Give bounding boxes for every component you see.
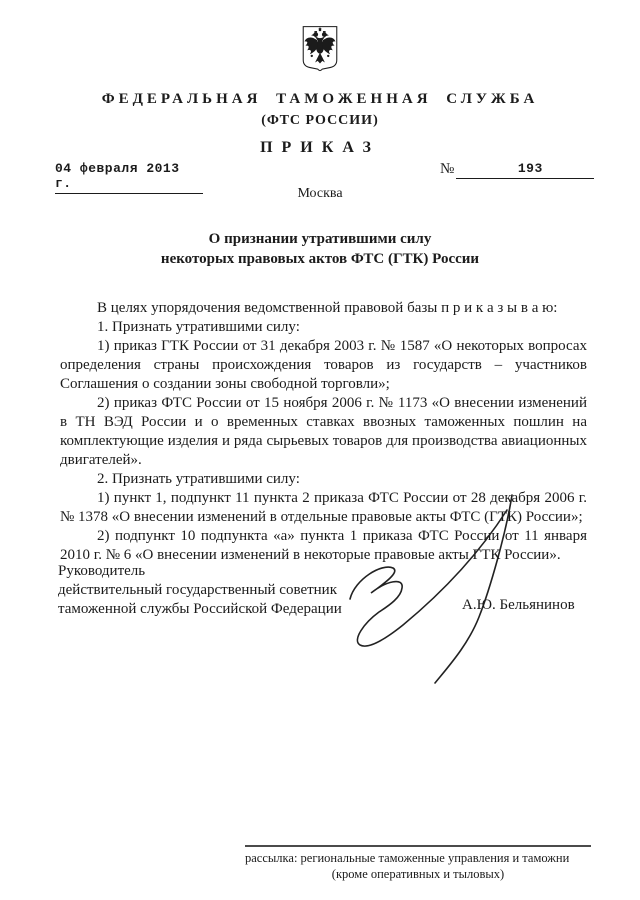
organization-abbreviation: (ФТС РОССИИ) [261, 113, 379, 128]
organization-name: ФЕДЕРАЛЬНАЯ ТАМОЖЕННАЯ СЛУЖБА [101, 91, 539, 107]
body-paragraph: 1) пункт 1, подпункт 11 пункта 2 приказа ФТС России от 28 декабря 2006 г. № 1378 «О внесении изменений в отдельные правовые акты ФТС (ГТК) России»; [60, 490, 587, 525]
coat-of-arms-emblem-icon [300, 25, 340, 75]
signer-position-block [58, 562, 342, 619]
signer-position-line: Руководитель [58, 563, 146, 579]
distribution-note [245, 845, 591, 882]
body-paragraph: 2. Признать утратившими силу: [97, 471, 300, 487]
document-date: 04 февраля 2013 г. [55, 161, 203, 194]
order-body [60, 299, 587, 565]
title-line-1: О признании утратившими силу [208, 231, 432, 247]
signer-position-line: действительный государственный советник [58, 582, 338, 598]
issuing-city: Москва [297, 186, 343, 201]
distribution-line-2: (кроме оперативных и тыловых) [331, 867, 505, 881]
body-paragraph: 1) приказ ГТК России от 31 декабря 2003 г. № 1587 «О некоторых вопросах определения страны происхождения товаров из государств – участников Соглашения о создании зоны свободной торговли»; [60, 338, 587, 392]
distribution-line-1: рассылка: региональные таможенные управления и таможни [245, 851, 570, 865]
date-number-row [0, 161, 640, 191]
document-header [0, 0, 640, 201]
title-line-2: некоторых правовых актов ФТС (ГТК) России [160, 250, 480, 267]
document-type-heading: ПРИКАЗ [260, 139, 380, 156]
double-headed-eagle-icon [300, 25, 340, 75]
number-sign: № [440, 161, 455, 177]
document-number: 193 [456, 161, 594, 179]
document-number-field [440, 161, 594, 179]
body-paragraph: 2) подпункт 10 подпункта «а» пункта 1 приказа ФТС России от 11 января 2010 г. № 6 «О внесении изменений в некоторые правовые акты ГТК России». [60, 528, 587, 563]
signer-name: А.Ю. Бельянинов [462, 597, 575, 613]
body-paragraph: 1. Признать утратившими силу: [97, 319, 300, 335]
signer-position-line: таможенной службы Российской Федерации [58, 601, 342, 617]
body-paragraph: 2) приказ ФТС России от 15 ноября 2006 г. № 1173 «О внесении изменений в ТН ВЭД России и о временных ставках ввозных таможенных пошлин на комплектующие изделия и ряда сырьевых товаров для производства авиационных двигателей». [60, 395, 587, 468]
document-title [0, 230, 640, 269]
body-paragraph: В целях упорядочения ведомственной правовой базы п р и к а з ы в а ю: [97, 300, 558, 316]
